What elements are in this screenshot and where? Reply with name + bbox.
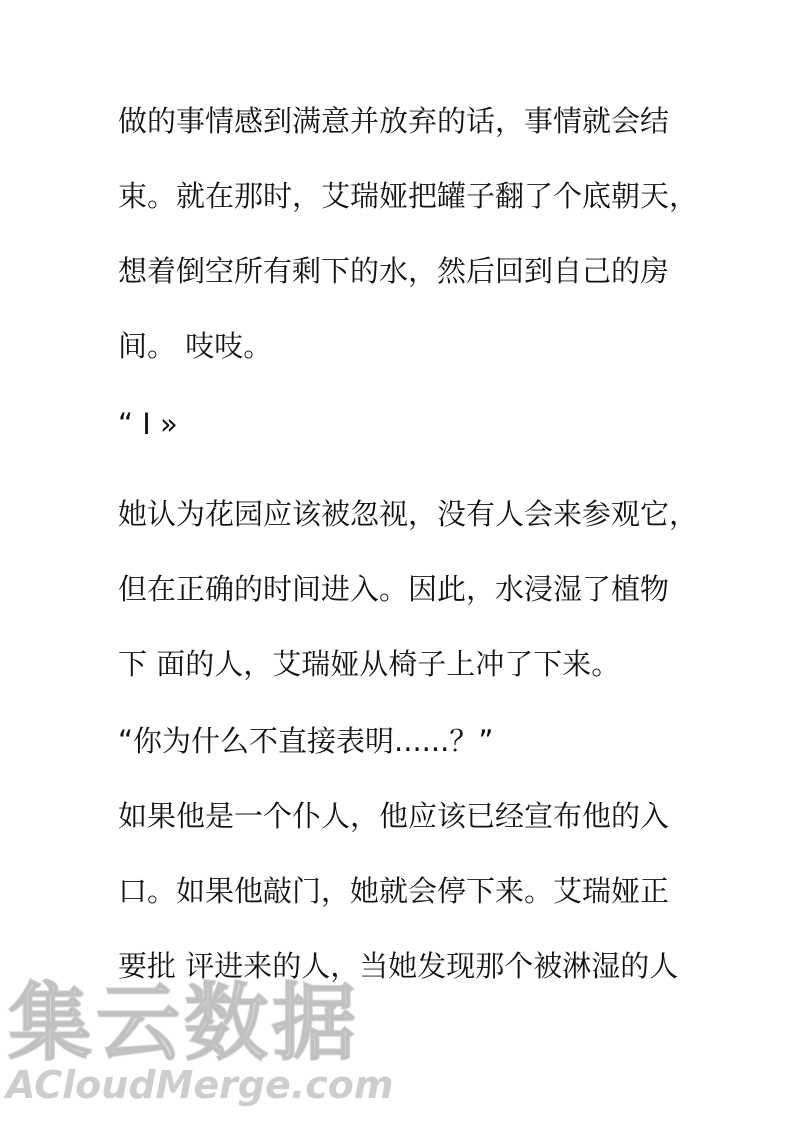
watermark-english: ACloudMerge.com (6, 1063, 394, 1107)
watermark-logo (0, 975, 420, 1115)
text-line: 口。如果他敲门，她就会停下来。艾瑞娅正 (118, 874, 670, 908)
dialogue-line: “你为什么不直接表明......？” (118, 724, 494, 758)
watermark-chinese: 集云数据 (8, 974, 361, 1072)
text-line: 想着倒空所有剩下的水，然后回到自己的房 (118, 254, 670, 288)
text-line: 做的事情感到满意并放弃的话，事情就会结 (118, 104, 670, 138)
text-line: 间。 吱吱。 (118, 329, 273, 363)
text-line: 如果他是一个仆人，他应该已经宣布他的入 (118, 799, 670, 833)
text-line: 但在正确的时间进入。因此，水浸湿了植物 (118, 572, 670, 606)
quote-line: “ I » (118, 407, 178, 441)
text-line: 下 面的人，艾瑞娅从椅子上冲了下来。 (118, 647, 621, 681)
text-line: 要批 评进来的人，当她发现那个被淋湿的人 (118, 949, 679, 983)
text-line: 她认为花园应该被忽视，没有人会来参观它， (118, 497, 699, 531)
text-line: 束。就在那时，艾瑞娅把罐子翻了个底朝天， (118, 179, 699, 213)
